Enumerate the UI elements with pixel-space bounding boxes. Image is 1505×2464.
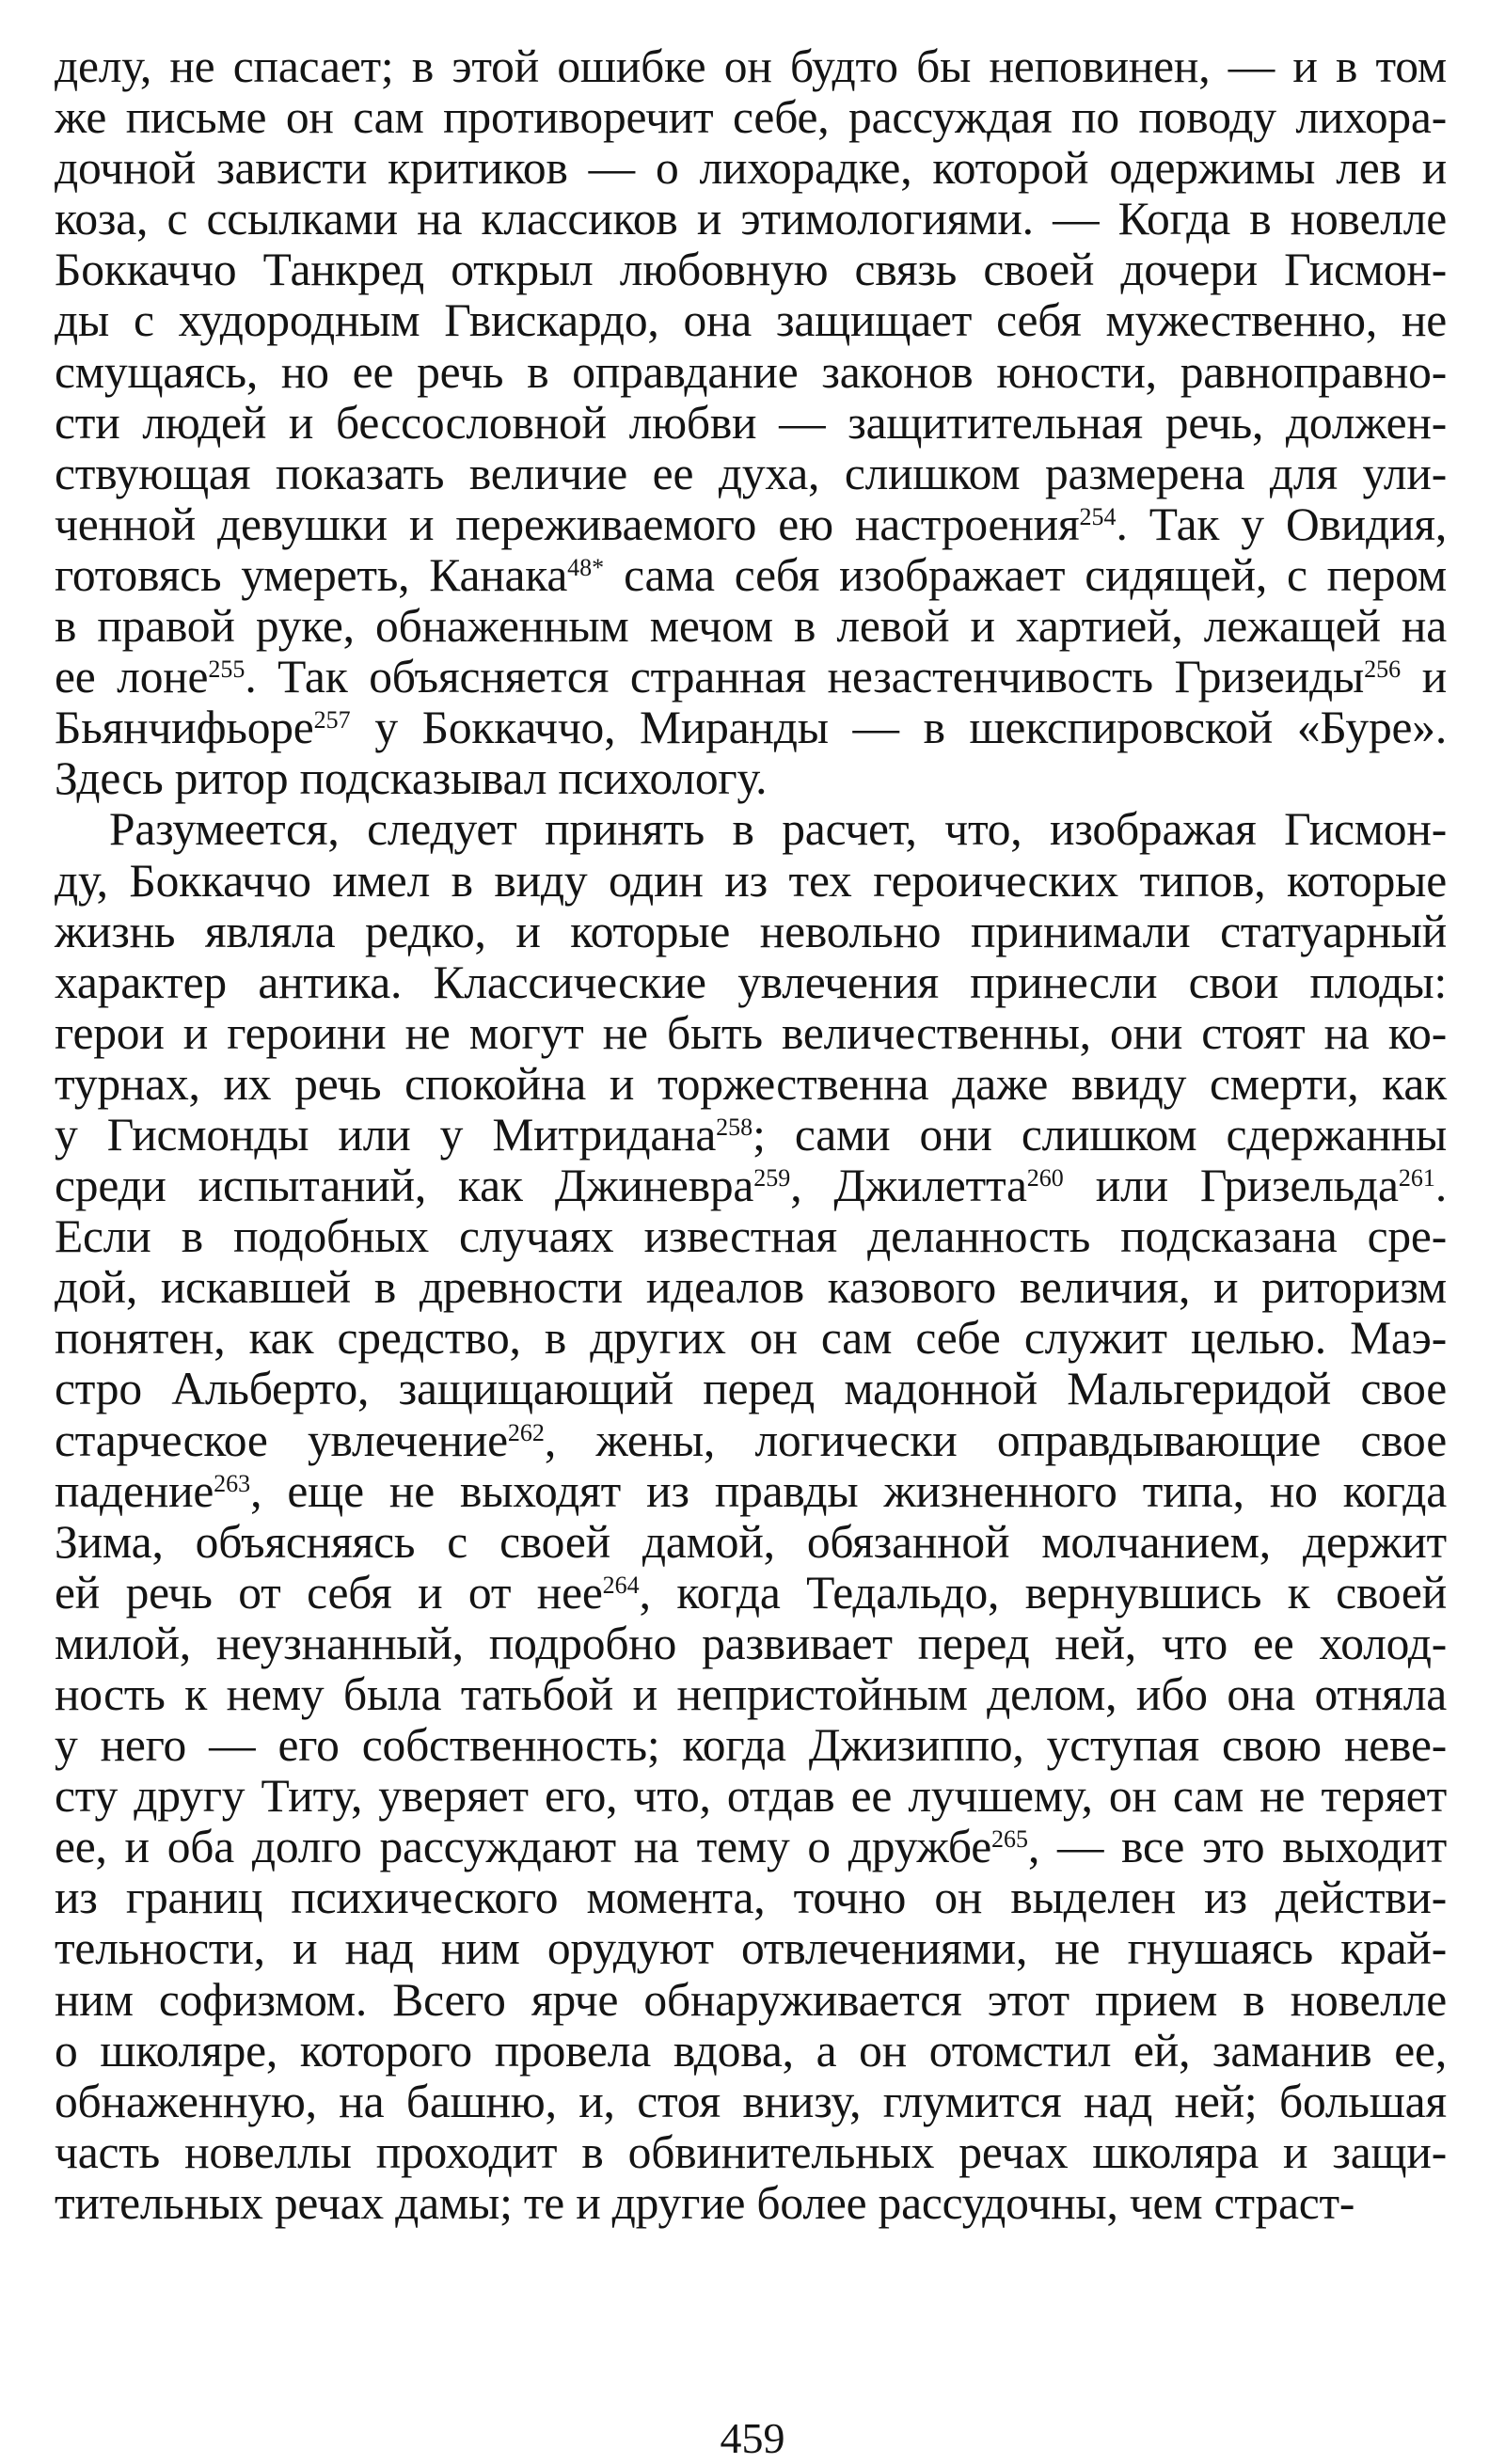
text-run: Здесь ритор подсказывал психологу. (55, 752, 768, 805)
text-line (55, 703, 1447, 753)
text-run: старческое увлечение (55, 1414, 508, 1466)
text-line (55, 245, 1447, 295)
text-run: смущаясь, но ее речь в оправдание законов юности, равноправно- (55, 345, 1447, 398)
text-line (55, 1008, 1447, 1059)
text-line (55, 550, 1447, 601)
text-run: ствующая показать величие ее духа, слишком размерена для ули- (55, 447, 1447, 499)
text-run: сти людей и бессословной любви — защитительная речь, должен- (55, 396, 1447, 449)
text-run: Бьянчифьоре (55, 702, 314, 754)
text-run: же письме он сам противоречит себе, рассуждая по поводу лихора- (55, 91, 1447, 144)
text-run: сту другу Титу, уверяет его, что, отдав ее лучшему, он сам не теряет (55, 1770, 1447, 1823)
text-run: у Гисмонды или у Митридана (55, 1108, 717, 1161)
footnote-ref: 262 (507, 1418, 545, 1446)
text-run: ее лоне (55, 651, 209, 703)
text-run: среди испытаний, как Джиневра (55, 1160, 754, 1212)
text-run: делу, не спасает; в этой ошибке он будто бы неповинен, — и в том (55, 40, 1447, 92)
text-run: готовясь умереть, Канака (55, 548, 568, 601)
text-run: падение (55, 1464, 214, 1517)
text-line (55, 1568, 1447, 1619)
text-run: , еще не выходят из правды жизненного типа, но когда (250, 1464, 1447, 1517)
footnote-ref: 254 (1079, 502, 1117, 530)
text-line (55, 1872, 1447, 1923)
text-run: Если в подобных случаях известная деланность подсказана сре- (55, 1210, 1447, 1263)
text-run: дой, искавшей в древности идеалов казового величия, и риторизм (55, 1261, 1447, 1314)
footnote-ref: 259 (753, 1163, 791, 1192)
text-run: ее, и оба долго рассуждают на тему о дружбе (55, 1821, 992, 1873)
text-run: ду, Боккаччо имел в виду один из тех героических типов, которые (55, 854, 1447, 907)
text-run: ; сами они слишком сдержанны (752, 1108, 1447, 1161)
text-line (55, 1619, 1447, 1669)
text-run: у него — его собственность; когда Джизиппо, уступая свою неве- (55, 1719, 1447, 1772)
text-line (55, 499, 1447, 550)
paragraph (55, 804, 1447, 2229)
text-run: часть новеллы проходит в обвинительных речах школяра и защи- (55, 2125, 1447, 2178)
page-body (55, 41, 1447, 2229)
text-line (55, 1110, 1447, 1161)
text-line (55, 295, 1447, 346)
text-run: , жены, логически оправдывающие свое (544, 1414, 1447, 1466)
text-run: турнах, их речь спокойна и торжественна даже ввиду смерти, как (55, 1057, 1447, 1110)
footnote-ref: 257 (313, 706, 351, 734)
text-run: Боккаччо Танкред открыл любовную связь своей дочери Гисмон- (55, 244, 1447, 296)
text-run: характер антика. Классические увлечения принесли свои плоды: (55, 956, 1447, 1008)
footnote-ref: 258 (716, 1113, 753, 1141)
text-line (55, 143, 1447, 194)
text-line (55, 2127, 1447, 2178)
text-line (55, 41, 1447, 92)
text-run: ды с худородным Гвискардо, она защищает себя мужественно, не (55, 294, 1447, 347)
text-run: ченной девушки и переживаемого ею настроения (55, 498, 1080, 550)
text-run: . Так у Овидия, (1116, 498, 1447, 550)
text-line (55, 1517, 1447, 1568)
text-run: тельности, и над ним орудуют отвлечениями, не гнушаясь край- (55, 1922, 1447, 1975)
text-line (55, 957, 1447, 1008)
text-run: герои и героини не могут не быть величественны, они стоят на ко- (55, 1006, 1447, 1059)
text-line (55, 1669, 1447, 1720)
text-line (55, 1720, 1447, 1771)
page-number: 459 (720, 2414, 785, 2462)
text-run: сама себя изображает сидящей, с пером (604, 548, 1448, 601)
text-line (55, 1364, 1447, 1414)
text-line (55, 1771, 1447, 1822)
text-line (55, 1313, 1447, 1364)
paragraph (55, 41, 1447, 804)
text-line (55, 907, 1447, 957)
text-line (55, 1466, 1447, 1517)
footnote-ref: 256 (1364, 655, 1402, 684)
text-run: о школяре, которого провела вдова, а он отомстил ей, заманив ее, (55, 2024, 1447, 2077)
text-line (55, 601, 1447, 652)
text-run: или Гризельда (1063, 1160, 1399, 1212)
text-run: , — все это выходит (1028, 1821, 1447, 1873)
text-run: Разумеется, следует принять в расчет, что, изображая Гисмон- (109, 803, 1447, 856)
text-line (55, 652, 1447, 703)
footnote-ref: 260 (1026, 1163, 1064, 1192)
footnote-ref: 255 (208, 655, 246, 684)
text-line (55, 398, 1447, 449)
text-run: коза, с ссылками на классиков и этимологиями. — Когда в новелле (55, 193, 1447, 245)
text-run: . (1434, 1160, 1448, 1212)
footnote-ref: 265 (991, 1825, 1029, 1854)
text-line (55, 449, 1447, 499)
footnote-ref: 264 (602, 1571, 640, 1599)
text-line (55, 2026, 1447, 2077)
text-run: у Боккаччо, Миранды — в шекспировской «Буре». (350, 702, 1447, 754)
text-run: стро Альберто, защищающий перед мадонной Мальгеридой свое (55, 1363, 1447, 1415)
text-run: и (1401, 651, 1447, 703)
text-run: , Джилетта (790, 1160, 1027, 1212)
text-line (55, 1059, 1447, 1110)
text-line (55, 1975, 1447, 2026)
text-run: из границ психического момента, точно он выделен из действи- (55, 1872, 1447, 1924)
text-line (55, 804, 1447, 855)
footnote-ref: 48* (567, 553, 605, 581)
text-line (55, 1415, 1447, 1466)
text-run: тительных речах дамы; те и другие более рассудочны, чем страст- (55, 2176, 1355, 2229)
text-line (55, 1161, 1447, 1211)
text-run: понятен, как средство, в других он сам себе служит целью. Маэ- (55, 1312, 1447, 1365)
text-run: . Так объясняется странная незастенчивость Гризеиды (245, 651, 1365, 703)
text-line (55, 194, 1447, 245)
text-line (55, 1262, 1447, 1313)
text-line (55, 2077, 1447, 2127)
text-line (55, 856, 1447, 907)
text-run: милой, неузнанный, подробно развивает перед ней, что ее холод- (55, 1617, 1447, 1669)
text-run: в правой руке, обнаженным мечом в левой и хартией, лежащей на (55, 600, 1447, 653)
text-run: Зима, объясняясь с своей дамой, обязанной молчанием, держит (55, 1515, 1447, 1568)
text-line (55, 1822, 1447, 1872)
text-line (55, 2178, 1447, 2229)
text-run: , когда Тедальдо, вернувшись к своей (639, 1566, 1447, 1619)
text-run: обнаженную, на башню, и, стоя внизу, глумится над ней; большая (55, 2075, 1447, 2127)
footnote-ref: 261 (1398, 1163, 1435, 1192)
text-run: ним софизмом. Всего ярче обнаруживается этот прием в новелле (55, 1973, 1447, 2026)
text-run: ей речь от себя и от нее (55, 1566, 603, 1619)
text-run: жизнь являла редко, и которые невольно принимали статуарный (55, 905, 1447, 957)
text-line (55, 92, 1447, 143)
text-line (55, 1211, 1447, 1262)
text-line (55, 347, 1447, 398)
text-line (55, 1923, 1447, 1974)
footnote-ref: 263 (214, 1469, 251, 1497)
text-run: ность к нему была татьбой и непристойным делом, ибо она отняла (55, 1668, 1447, 1720)
text-line (55, 753, 1447, 804)
text-run: дочной зависти критиков — о лихорадке, которой одержимы лев и (55, 142, 1447, 195)
